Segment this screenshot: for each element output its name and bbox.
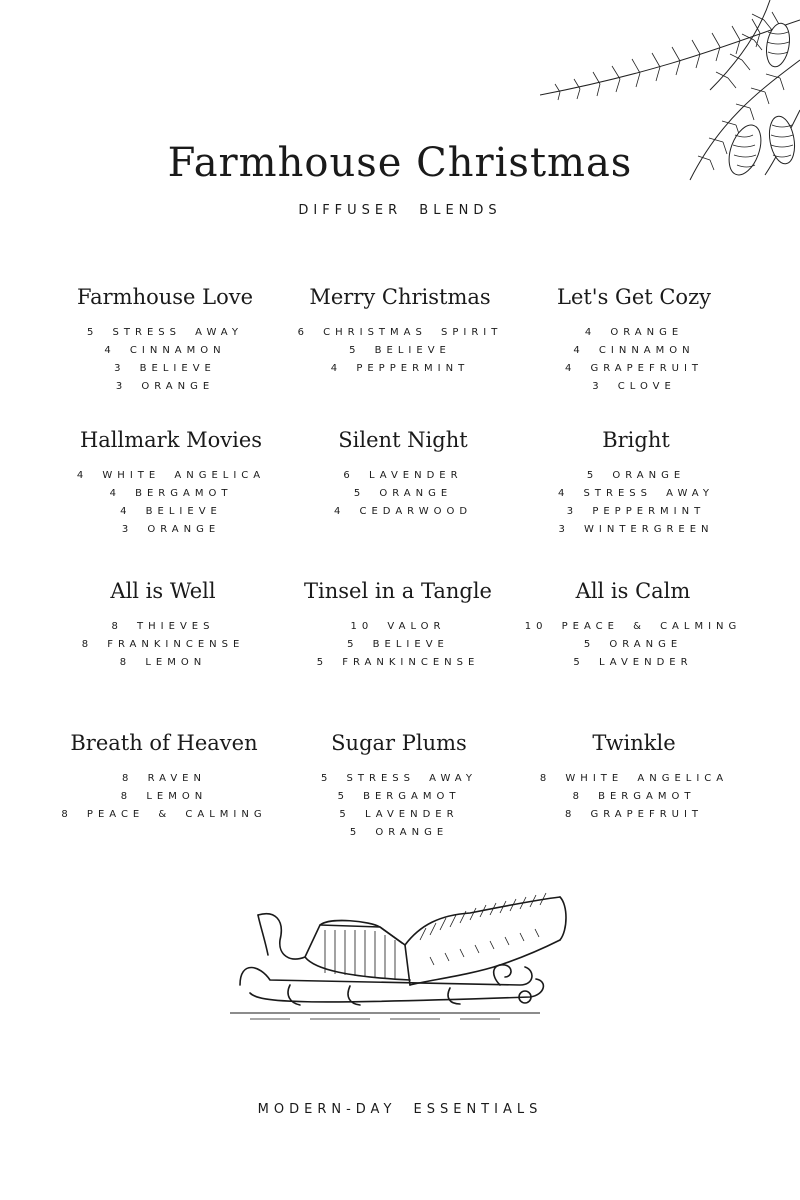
blend-ingredient: 10 PEACE & CALMING [524, 621, 742, 632]
blend-ingredient: 4 GRAPEFRUIT [564, 363, 704, 374]
blend-name: Hallmark Movies [79, 428, 263, 452]
blend-name: All is Well [110, 579, 216, 603]
blend-card-all-is-calm [513, 576, 753, 672]
blend-ingredient: 8 GRAPEFRUIT [564, 809, 704, 820]
blend-ingredient: 8 LEMON [119, 657, 207, 668]
blend-ingredient: 3 ORANGE [121, 524, 221, 535]
blend-ingredient: 3 ORANGE [115, 381, 215, 392]
blend-ingredient: 4 CEDARWOOD [333, 506, 473, 517]
blend-card-lets-get-cozy [514, 282, 754, 396]
blend-ingredient: 8 THIEVES [111, 621, 215, 632]
blend-ingredient: 5 FRANKINCENSE [316, 657, 480, 668]
blend-ingredient: 8 LEMON [120, 791, 208, 802]
blend-ingredient: 8 FRANKINCENSE [81, 639, 245, 650]
page-subtitle: DIFFUSER BLENDS [298, 203, 502, 218]
blend-ingredient: 5 ORANGE [583, 639, 683, 650]
blend-card-twinkle [514, 728, 754, 824]
blend-name: Bright [602, 428, 670, 452]
blend-ingredient: 5 STRESS AWAY [87, 327, 243, 338]
blend-ingredient: 5 BELIEVE [347, 639, 449, 650]
blend-ingredient: 4 BERGAMOT [109, 488, 233, 499]
blend-name: Silent Night [338, 428, 468, 452]
blend-card-sugar-plums [279, 728, 519, 842]
blend-name: Breath of Heaven [70, 731, 258, 755]
page-title: Farmhouse Christmas [167, 140, 633, 186]
blend-ingredient: 8 BERGAMOT [572, 791, 696, 802]
blend-ingredient: 8 RAVEN [122, 773, 206, 784]
blend-ingredient: 8 WHITE ANGELICA [539, 773, 729, 784]
blend-ingredient: 5 ORANGE [586, 470, 686, 481]
blend-ingredient: 4 BELIEVE [120, 506, 222, 517]
blend-card-all-is-well [43, 576, 283, 672]
blend-ingredient: 3 CLOVE [592, 381, 676, 392]
blend-ingredient: 8 PEACE & CALMING [61, 809, 267, 820]
blend-card-merry-christmas [280, 282, 520, 378]
blend-ingredient: 5 LAVENDER [339, 809, 459, 820]
blend-ingredient: 4 CINNAMON [573, 345, 695, 356]
blend-ingredient: 10 VALOR [350, 621, 446, 632]
blend-ingredient: 6 LAVENDER [343, 470, 463, 481]
sleigh-icon [230, 885, 570, 1045]
blend-ingredient: 5 ORANGE [349, 827, 449, 838]
blend-ingredient: 4 ORANGE [584, 327, 684, 338]
blend-name: Tinsel in a Tangle [304, 579, 492, 603]
blend-ingredient: 5 STRESS AWAY [321, 773, 477, 784]
blend-ingredient: 5 BELIEVE [349, 345, 451, 356]
blend-card-farmhouse-love [45, 282, 285, 396]
blend-name: All is Calm [575, 579, 691, 603]
blend-ingredient: 6 CHRISTMAS SPIRIT [297, 327, 503, 338]
blend-name: Merry Christmas [309, 285, 491, 309]
blend-ingredient: 4 WHITE ANGELICA [76, 470, 266, 481]
blend-card-silent-night [283, 425, 523, 521]
blend-ingredient: 4 STRESS AWAY [558, 488, 714, 499]
blend-card-bright [516, 425, 756, 539]
blend-ingredient: 4 PEPPERMINT [330, 363, 470, 374]
blend-ingredient: 3 PEPPERMINT [566, 506, 706, 517]
blend-ingredient: 5 LAVENDER [573, 657, 693, 668]
blend-ingredient: 5 ORANGE [353, 488, 453, 499]
footer-brand: MODERN-DAY ESSENTIALS [257, 1102, 543, 1117]
blend-ingredient: 5 BERGAMOT [337, 791, 461, 802]
blend-card-breath-of-heaven [44, 728, 284, 824]
blend-name: Farmhouse Love [76, 285, 254, 309]
blend-card-tinsel-in-a-tangle [278, 576, 518, 672]
blend-card-hallmark-movies [51, 425, 291, 539]
blend-name: Twinkle [592, 731, 676, 755]
blend-ingredient: 3 BELIEVE [114, 363, 216, 374]
blend-ingredient: 3 WINTERGREEN [558, 524, 714, 535]
blend-name: Let's Get Cozy [557, 285, 711, 309]
blend-ingredient: 4 CINNAMON [104, 345, 226, 356]
blend-name: Sugar Plums [331, 731, 467, 755]
